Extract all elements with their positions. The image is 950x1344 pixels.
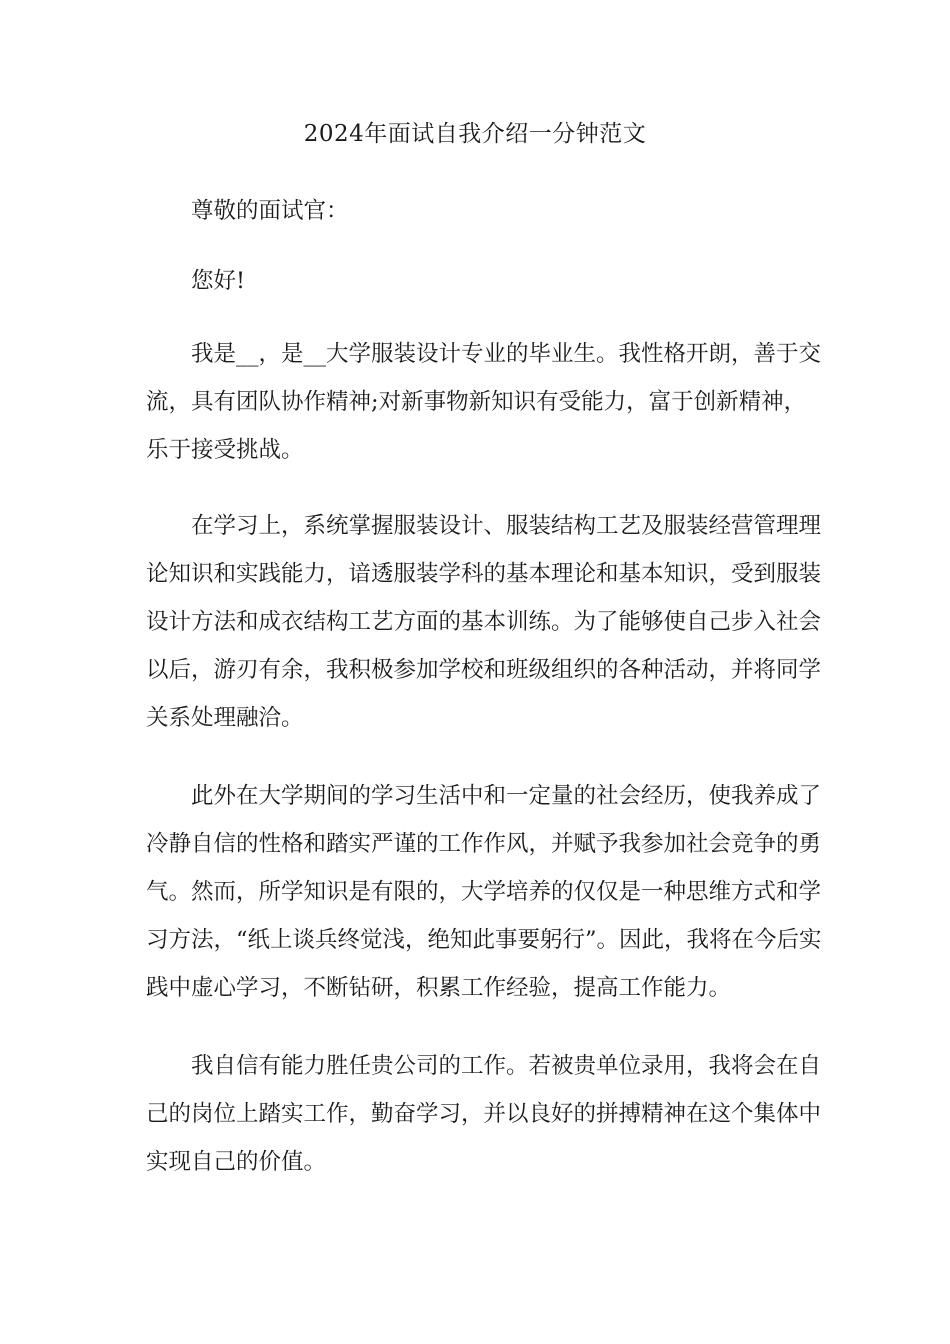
- paragraph-line: 己的岗位上踏实工作，勤奋学习，并以良好的拼搏精神在这个集体中: [146, 1101, 822, 1127]
- greeting: 您好!: [191, 268, 246, 294]
- salutation: 尊敬的面试官：: [191, 198, 349, 224]
- paragraph-1: [146, 330, 822, 474]
- paragraph-line: 我是__，是__大学服装设计专业的毕业生。我性格开朗，善于交: [191, 341, 822, 367]
- paragraph-line: 以后，游刃有余，我积极参加学校和班级组织的各种活动，并将同学: [146, 657, 822, 683]
- paragraph-line: 流，具有团队协作精神;对新事物新知识有受能力，富于创新精神，: [146, 389, 807, 415]
- paragraph-line: 我自信有能力胜任贵公司的工作。若被贵单位录用，我将会在自: [191, 1053, 822, 1079]
- paragraph-line: 论知识和实践能力，谙透服装学科的基本理论和基本知识，受到服装: [146, 561, 822, 587]
- document-title: 2024年面试自我介绍一分钟范文: [303, 121, 647, 147]
- paragraph-line: 习方法，“纸上谈兵终觉浅，绝知此事要躬行”。因此，我将在今后实: [146, 927, 822, 953]
- paragraph-line: 冷静自信的性格和踏实严谨的工作作风，并赋予我参加社会竞争的勇: [146, 831, 822, 857]
- paragraph-line: 此外在大学期间的学习生活中和一定量的社会经历，使我养成了: [191, 783, 822, 809]
- paragraph-line: 气。然而，所学知识是有限的，大学培养的仅仅是一种思维方式和学: [146, 879, 822, 905]
- paragraph-2: [146, 502, 822, 742]
- paragraph-line: 关系处理融洽。: [146, 705, 304, 731]
- paragraph-4: [146, 1042, 822, 1186]
- paragraph-line: 在学习上，系统掌握服装设计、服装结构工艺及服装经营管理理: [191, 513, 822, 539]
- paragraph-3: [146, 772, 822, 1012]
- paragraph-line: 践中虚心学习，不断钻研，积累工作经验，提高工作能力。: [146, 975, 732, 1001]
- paragraph-line: 设计方法和成衣结构工艺方面的基本训练。为了能够使自己步入社会: [146, 609, 822, 635]
- paragraph-line: 实现自己的价值。: [146, 1149, 327, 1175]
- paragraph-line: 乐于接受挑战。: [146, 437, 304, 463]
